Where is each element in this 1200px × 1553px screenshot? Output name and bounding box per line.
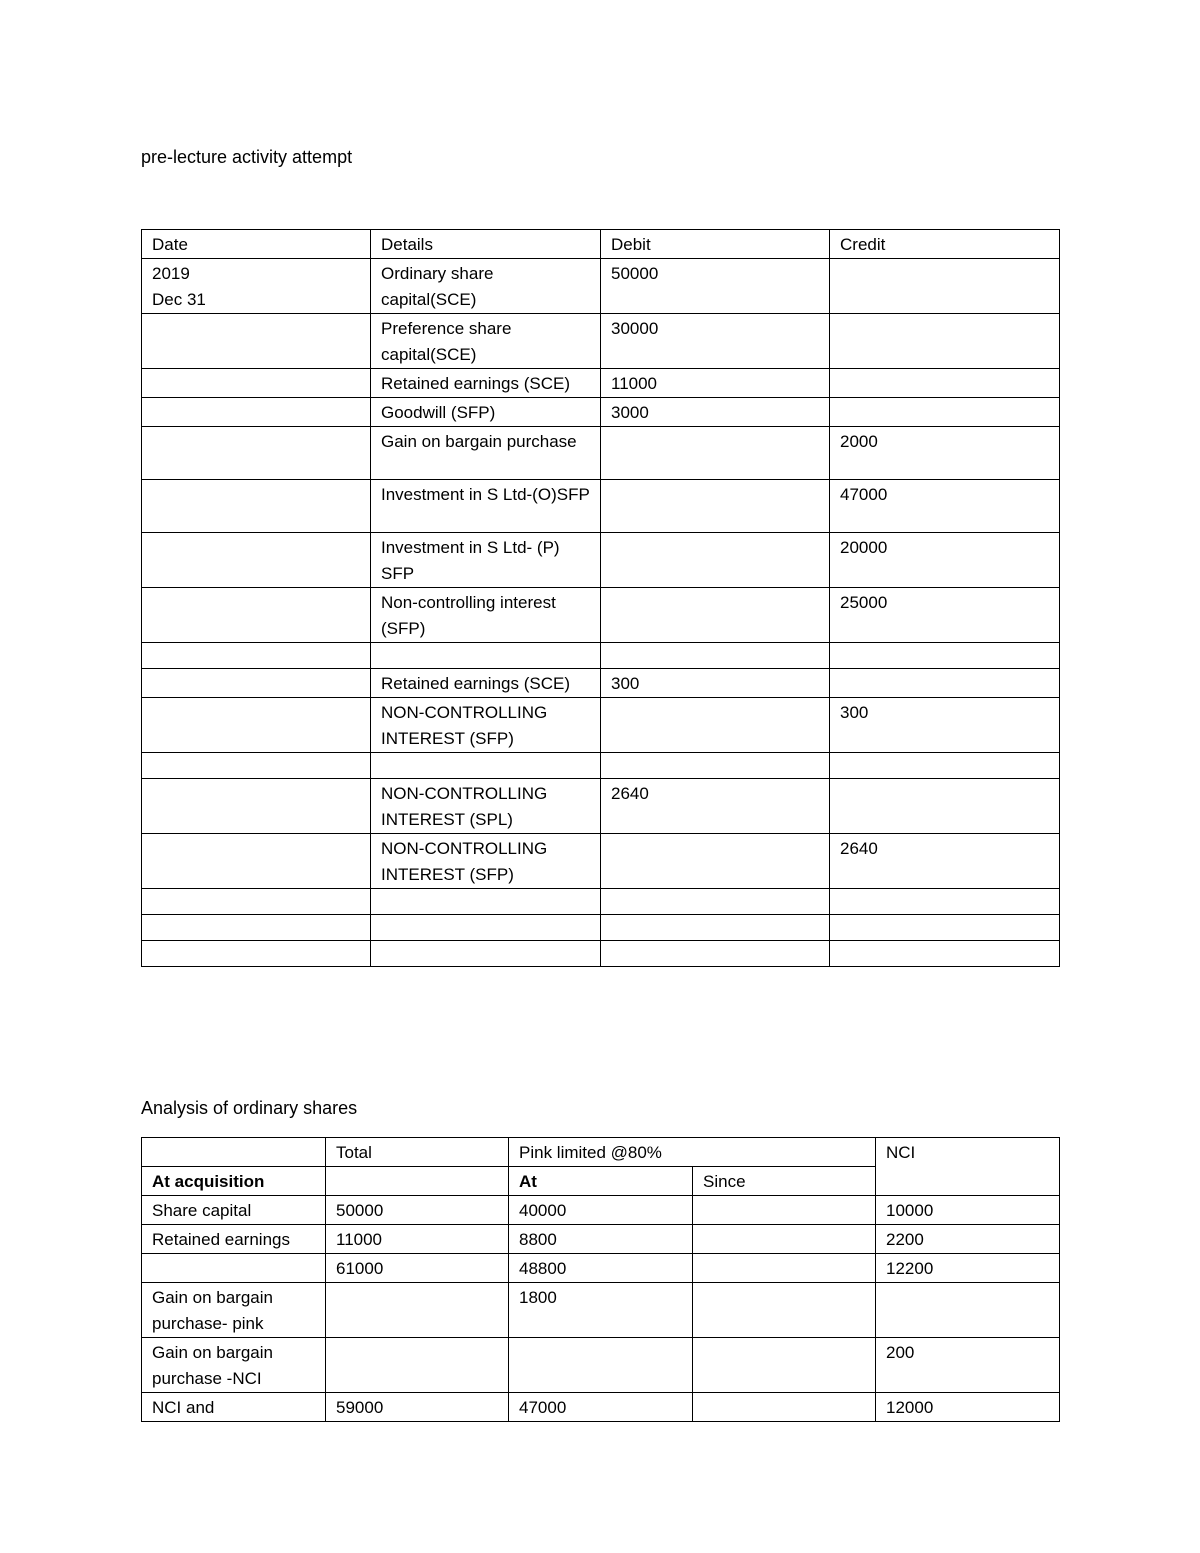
label-cell: NCI and <box>142 1393 326 1422</box>
analysis-row <box>142 1283 1060 1338</box>
credit-cell <box>830 889 1060 915</box>
total-cell <box>326 1283 509 1338</box>
journal-row <box>142 643 1060 669</box>
date-cell <box>142 643 371 669</box>
credit-cell <box>830 753 1060 779</box>
details-cell: Preference share capital(SCE) <box>371 314 601 369</box>
debit-cell <box>601 941 830 967</box>
header-details: Details <box>371 230 601 259</box>
date-cell <box>142 369 371 398</box>
at-cell: 8800 <box>509 1225 693 1254</box>
credit-cell <box>830 643 1060 669</box>
label-cell <box>142 1254 326 1283</box>
debit-cell <box>601 588 830 643</box>
date-cell <box>142 314 371 369</box>
journal-header-row <box>142 230 1060 259</box>
analysis-row <box>142 1338 1060 1393</box>
date-cell <box>142 533 371 588</box>
at-cell: 48800 <box>509 1254 693 1283</box>
details-cell: Gain on bargain purchase <box>371 427 601 480</box>
journal-row <box>142 398 1060 427</box>
section-heading: Analysis of ordinary shares <box>141 1098 358 1118</box>
nci-cell: 12000 <box>876 1393 1060 1422</box>
journal-row <box>142 533 1060 588</box>
details-cell <box>371 643 601 669</box>
nci-cell: 2200 <box>876 1225 1060 1254</box>
date-cell <box>142 941 371 967</box>
subheader-since: Since <box>693 1167 876 1196</box>
subheader-blank <box>326 1167 509 1196</box>
journal-row <box>142 941 1060 967</box>
nci-cell <box>876 1283 1060 1338</box>
subheader-at: At <box>509 1167 693 1196</box>
date-cell <box>142 259 371 314</box>
at-cell: 1800 <box>509 1283 693 1338</box>
details-cell: Investment in S Ltd-(O)SFP <box>371 480 601 533</box>
journal-row <box>142 480 1060 533</box>
debit-cell <box>601 643 830 669</box>
debit-cell <box>601 427 830 480</box>
debit-cell <box>601 889 830 915</box>
date-cell <box>142 698 371 753</box>
date-cell <box>142 753 371 779</box>
debit-cell: 2640 <box>601 779 830 834</box>
credit-cell: 300 <box>830 698 1060 753</box>
label-cell: Gain on bargain purchase -NCI <box>142 1338 326 1393</box>
journal-row <box>142 889 1060 915</box>
date-cell <box>142 779 371 834</box>
header-blank <box>142 1138 326 1167</box>
date-cell <box>142 834 371 889</box>
debit-cell <box>601 698 830 753</box>
date-cell <box>142 480 371 533</box>
debit-cell: 3000 <box>601 398 830 427</box>
since-cell <box>693 1393 876 1422</box>
nci-cell: 10000 <box>876 1196 1060 1225</box>
journal-row <box>142 698 1060 753</box>
journal-row <box>142 753 1060 779</box>
credit-cell: 47000 <box>830 480 1060 533</box>
page-heading: pre-lecture activity attempt <box>141 147 353 167</box>
date-day: Dec 31 <box>152 290 206 309</box>
journal-row <box>142 915 1060 941</box>
header-nci: NCI <box>876 1138 1060 1196</box>
credit-cell <box>830 669 1060 698</box>
since-cell <box>693 1225 876 1254</box>
total-cell: 59000 <box>326 1393 509 1422</box>
debit-cell <box>601 834 830 889</box>
analysis-table <box>141 1137 1060 1422</box>
analysis-row <box>142 1225 1060 1254</box>
details-cell: NON-CONTROLLING INTEREST (SFP) <box>371 834 601 889</box>
journal-row <box>142 669 1060 698</box>
header-pink-limited: Pink limited @80% <box>509 1138 876 1167</box>
debit-cell: 11000 <box>601 369 830 398</box>
date-cell <box>142 889 371 915</box>
since-cell <box>693 1254 876 1283</box>
details-cell: Goodwill (SFP) <box>371 398 601 427</box>
since-cell <box>693 1338 876 1393</box>
credit-cell <box>830 941 1060 967</box>
credit-cell <box>830 314 1060 369</box>
at-cell: 47000 <box>509 1393 693 1422</box>
credit-cell <box>830 779 1060 834</box>
debit-cell: 50000 <box>601 259 830 314</box>
credit-cell <box>830 398 1060 427</box>
analysis-row <box>142 1393 1060 1422</box>
details-cell: Non-controlling interest (SFP) <box>371 588 601 643</box>
label-cell: Retained earnings <box>142 1225 326 1254</box>
credit-cell: 20000 <box>830 533 1060 588</box>
total-cell <box>326 1338 509 1393</box>
date-year: 2019 <box>152 264 190 283</box>
total-cell: 50000 <box>326 1196 509 1225</box>
analysis-row <box>142 1254 1060 1283</box>
header-credit: Credit <box>830 230 1060 259</box>
nci-cell: 12200 <box>876 1254 1060 1283</box>
debit-cell <box>601 480 830 533</box>
credit-cell: 25000 <box>830 588 1060 643</box>
at-cell <box>509 1338 693 1393</box>
header-date: Date <box>142 230 371 259</box>
subheader-at-acquisition: At acquisition <box>142 1167 326 1196</box>
since-cell <box>693 1283 876 1338</box>
journal-table <box>141 229 1060 967</box>
header-total: Total <box>326 1138 509 1167</box>
details-cell: Investment in S Ltd- (P) SFP <box>371 533 601 588</box>
credit-cell: 2000 <box>830 427 1060 480</box>
debit-cell <box>601 753 830 779</box>
details-cell <box>371 889 601 915</box>
credit-cell <box>830 259 1060 314</box>
credit-cell <box>830 369 1060 398</box>
since-cell <box>693 1196 876 1225</box>
label-cell: Share capital <box>142 1196 326 1225</box>
journal-row <box>142 369 1060 398</box>
details-cell <box>371 753 601 779</box>
date-cell <box>142 915 371 941</box>
details-cell: NON-CONTROLLING INTEREST (SFP) <box>371 698 601 753</box>
journal-row <box>142 314 1060 369</box>
date-cell <box>142 588 371 643</box>
nci-cell: 200 <box>876 1338 1060 1393</box>
total-cell: 11000 <box>326 1225 509 1254</box>
analysis-header-row <box>142 1138 1060 1167</box>
label-cell: Gain on bargain purchase- pink <box>142 1283 326 1338</box>
at-cell: 40000 <box>509 1196 693 1225</box>
journal-row <box>142 259 1060 314</box>
details-cell: Retained earnings (SCE) <box>371 669 601 698</box>
details-cell: NON-CONTROLLING INTEREST (SPL) <box>371 779 601 834</box>
journal-row <box>142 427 1060 480</box>
date-cell <box>142 669 371 698</box>
debit-cell <box>601 915 830 941</box>
journal-row <box>142 834 1060 889</box>
header-debit: Debit <box>601 230 830 259</box>
debit-cell: 30000 <box>601 314 830 369</box>
details-cell: Ordinary share capital(SCE) <box>371 259 601 314</box>
analysis-row <box>142 1196 1060 1225</box>
details-cell <box>371 941 601 967</box>
credit-cell: 2640 <box>830 834 1060 889</box>
debit-cell: 300 <box>601 669 830 698</box>
total-cell: 61000 <box>326 1254 509 1283</box>
journal-row <box>142 588 1060 643</box>
journal-row <box>142 779 1060 834</box>
details-cell <box>371 915 601 941</box>
date-cell <box>142 427 371 480</box>
date-cell <box>142 398 371 427</box>
details-cell: Retained earnings (SCE) <box>371 369 601 398</box>
debit-cell <box>601 533 830 588</box>
credit-cell <box>830 915 1060 941</box>
